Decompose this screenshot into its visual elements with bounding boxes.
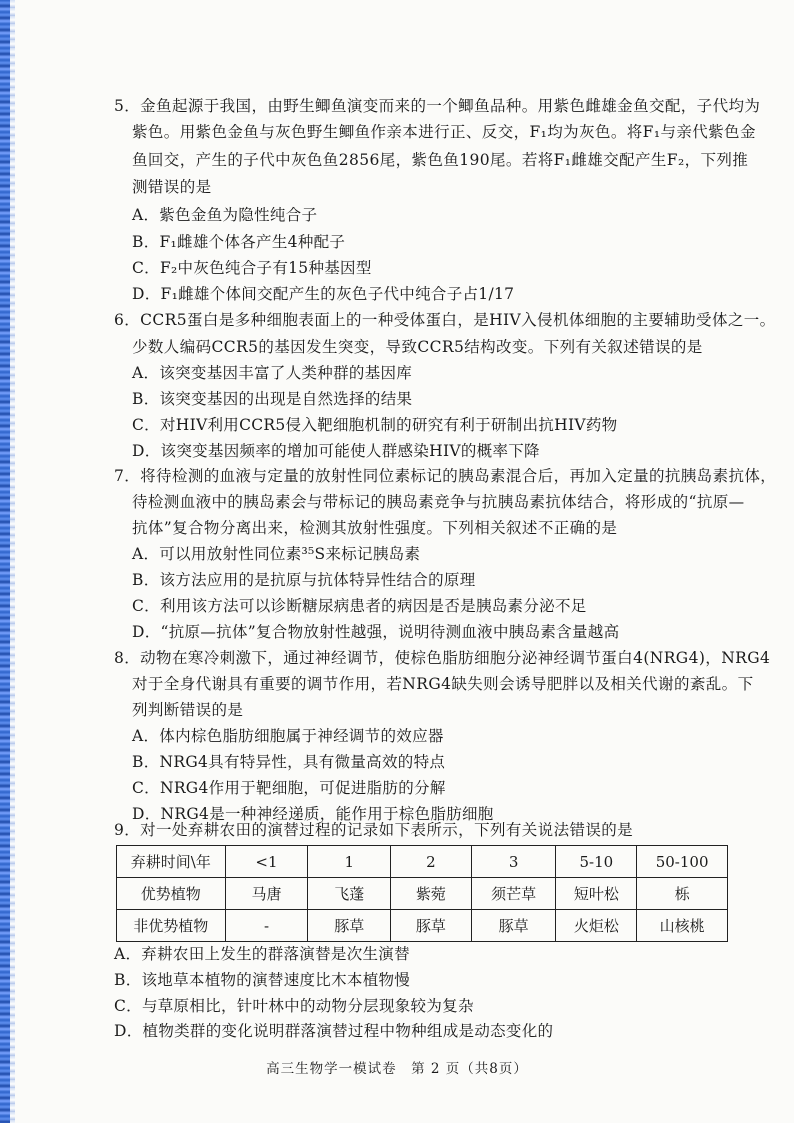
q5-option-c: C．F₂中灰色纯合子有15种基因型: [132, 259, 372, 277]
q8-stem-line-2: 对于全身代谢具有重要的调节作用，若NRG4缺失则会诱导肥胖以及相关代谢的紊乱。下: [132, 675, 754, 693]
q5-stem-line-3: 鱼回交，产生的子代中灰色鱼2856尾，紫色鱼190尾。若将F₁雌雄交配产生F₂，下列推: [132, 151, 749, 169]
q6-stem-line-1: 6．CCR5蛋白是多种细胞表面上的一种受体蛋白，是HIV入侵机体细胞的主要辅助受体之一。: [114, 311, 776, 329]
q5-option-d: D．F₁雌雄个体间交配产生的灰色子代中纯合子占1/17: [132, 285, 515, 303]
q8-option-a: A．体内棕色脂肪细胞属于神经调节的效应器: [132, 727, 444, 745]
q7-stem-line-3: 抗体”复合物分离出来，检测其放射性强度。下列相关叙述不正确的是: [132, 519, 618, 537]
table-cell: 2: [391, 846, 472, 878]
q8-stem-line-3: 列判断错误的是: [132, 701, 244, 719]
table-row-dominant: [117, 878, 728, 910]
q5-option-a: A．紫色金鱼为隐性纯合子: [132, 206, 318, 224]
q9-option-c: C．与草原相比，针叶林中的动物分层现象较为复杂: [114, 997, 474, 1015]
q8-option-c: C．NRG4作用于靶细胞，可促进脂肪的分解: [132, 779, 446, 797]
table-cell: 山核桃: [637, 910, 728, 942]
table-cell: 非优势植物: [117, 910, 226, 942]
table-cell: 豚草: [391, 910, 472, 942]
table-cell: 火炬松: [556, 910, 637, 942]
table-cell: 5-10: [556, 846, 637, 878]
table-row-nondominant: [117, 910, 728, 942]
q5-option-b: B．F₁雌雄个体各产生4种配子: [132, 233, 346, 251]
q6-option-b: B．该突变基因的出现是自然选择的结果: [132, 390, 413, 408]
table-cell: 优势植物: [117, 878, 226, 910]
table-cell: 马唐: [225, 878, 308, 910]
q8-option-b: B．NRG4具有特异性，具有微量高效的特点: [132, 753, 446, 771]
table-cell: 豚草: [471, 910, 556, 942]
q6-option-d: D．该突变基因频率的增加可能使人群感染HIV的概率下降: [132, 442, 540, 460]
q7-option-b: B．该方法应用的是抗原与抗体特异性结合的原理: [132, 571, 476, 589]
q7-option-a: A．可以用放射性同位素³⁵S来标记胰岛素: [132, 545, 421, 563]
succession-table: [116, 845, 728, 942]
q8-stem-line-1: 8．动物在寒冷刺激下，通过神经调节，使棕色脂肪细胞分泌神经调节蛋白4(NRG4)，NRG4: [114, 649, 771, 667]
q9-stem-line-1: 9．对一处弃耕农田的演替过程的记录如下表所示，下列有关说法错误的是: [114, 821, 634, 839]
q5-stem-line-1: 5．金鱼起源于我国，由野生鲫鱼演变而来的一个鲫鱼品种。用紫色雌雄金鱼交配，子代均为: [114, 97, 761, 115]
table-cell: 50-100: [637, 846, 728, 878]
table-cell: 3: [471, 846, 556, 878]
table-cell: 须芒草: [471, 878, 556, 910]
q9-option-a: A．弃耕农田上发生的群落演替是次生演替: [114, 945, 410, 963]
q7-option-d: D．“抗原—抗体”复合物放射性越强，说明待测血液中胰岛素含量越高: [132, 623, 620, 641]
table-cell: 紫菀: [391, 878, 472, 910]
q5-stem-line-2: 紫色。用紫色金鱼与灰色野生鲫鱼作亲本进行正、反交，F₁均为灰色。将F₁与亲代紫色金: [132, 123, 756, 141]
q9-option-d: D．植物类群的变化说明群落演替过程中物种组成是动态变化的: [114, 1022, 554, 1040]
q6-option-c: C．对HIV利用CCR5侵入靶细胞机制的研究有利于研制出抗HIV药物: [132, 416, 618, 434]
table-cell: 弃耕时间\年: [117, 846, 226, 878]
page-footer: 高三生物学一模试卷 第 2 页（共8页）: [266, 1061, 528, 1077]
q5-stem-line-4: 测错误的是: [132, 178, 212, 196]
q8-option-d: D．NRG4是一种神经递质，能作用于棕色脂肪细胞: [132, 805, 494, 823]
q6-option-a: A．该突变基因丰富了人类种群的基因库: [132, 364, 413, 382]
table-row-years: [117, 846, 728, 878]
q7-option-c: C．利用该方法可以诊断糖尿病患者的病因是否是胰岛素分泌不足: [132, 597, 587, 615]
q7-stem-line-2: 待检测血液中的胰岛素会与带标记的胰岛素竞争与抗胰岛素抗体结合，将形成的“抗原—: [132, 493, 745, 511]
table-cell: 飞蓬: [308, 878, 391, 910]
q6-stem-line-2: 少数人编码CCR5的基因发生突变，导致CCR5结构改变。下列有关叙述错误的是: [132, 338, 703, 356]
table-cell: -: [225, 910, 308, 942]
q7-stem-line-1: 7．将待检测的血液与定量的放射性同位素标记的胰岛素混合后，再加入定量的抗胰岛素抗体，: [114, 467, 777, 485]
table-cell: 短叶松: [556, 878, 637, 910]
table-cell: 豚草: [308, 910, 391, 942]
q9-option-b: B．该地草本植物的演替速度比木本植物慢: [114, 971, 411, 989]
table-cell: <1: [225, 846, 308, 878]
table-cell: 1: [308, 846, 391, 878]
table-cell: 栎: [637, 878, 728, 910]
